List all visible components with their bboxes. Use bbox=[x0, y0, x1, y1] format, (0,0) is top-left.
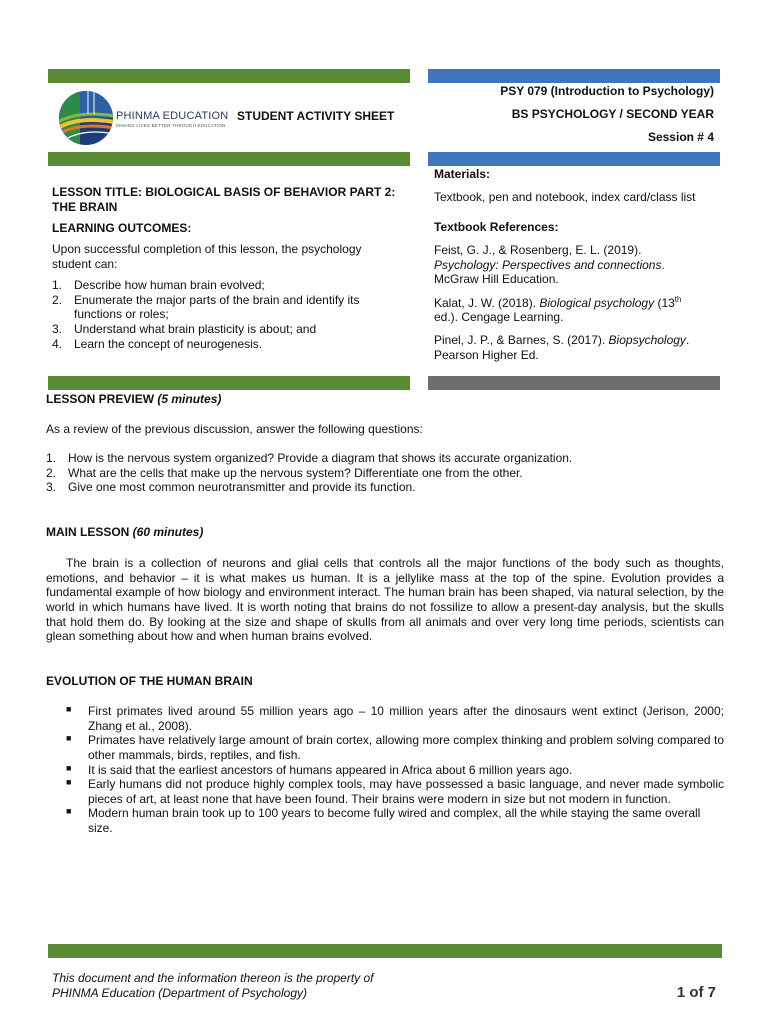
reference-3: Pinel, J. P., & Barnes, S. (2017). Biopsychology. Pearson Higher Ed. bbox=[434, 333, 690, 362]
phinma-logo bbox=[58, 88, 228, 148]
preview-questions bbox=[46, 451, 726, 495]
materials-heading: Materials: bbox=[434, 167, 491, 181]
outcomes-intro: Upon successful completion of this lesson, the psychology student can: bbox=[52, 241, 362, 271]
footer-note: This document and the information thereon is the property of PHINMA Education (Department of Psychology) bbox=[52, 971, 374, 1000]
list-item: 1. Describe how human brain evolved; bbox=[52, 278, 265, 293]
list-item: ■ It is said that the earliest ancestors of humans appeared in Africa about 6 million years ago. bbox=[66, 762, 573, 777]
logo-name: PHINMA EDUCATION bbox=[116, 110, 229, 122]
square-bullet-icon: ■ bbox=[66, 704, 72, 714]
page-number: 1 of 7 bbox=[676, 984, 716, 1001]
list-item: ■ Early humans did not produce highly complex tools, may have possessed a basic language, and never made symbolic pieces of art, at least none that have been found. Their brains were modern in size but not modern in function. bbox=[66, 777, 724, 806]
list-item: ■ Modern human brain took up to 100 years to become fully wired and complex, all the while staying the same overall size. bbox=[66, 806, 701, 835]
square-bullet-icon: ■ bbox=[66, 806, 72, 817]
header-mid-blue-bar bbox=[428, 152, 720, 166]
sheet-title: STUDENT ACTIVITY SHEET bbox=[237, 109, 395, 123]
references-heading: Textbook References: bbox=[434, 220, 559, 235]
list-item: 3. Give one most common neurotransmitter and provide its function. bbox=[46, 480, 416, 495]
lesson-title: LESSON TITLE: BIOLOGICAL BASIS OF BEHAVIOR PART 2: THE BRAIN bbox=[52, 185, 396, 214]
list-item: 2. Enumerate the major parts of the brain and identify its functions or roles; bbox=[52, 292, 360, 322]
outcomes-heading: LEARNING OUTCOMES: bbox=[52, 221, 192, 236]
list-item: 3. Understand what brain plasticity is about; and bbox=[52, 322, 317, 336]
list-item: ■ First primates lived around 55 million years ago – 10 million years after the dinosaurs went extinct (Jerison, 2000; Zhang et al., 2008). bbox=[66, 704, 724, 733]
course-title: PSY 079 (Introduction to Psychology) bbox=[500, 84, 714, 98]
header-top-green-bar bbox=[48, 69, 410, 83]
square-bullet-icon: ■ bbox=[66, 762, 72, 773]
section-green-bar bbox=[48, 376, 410, 390]
reference-2: Kalat, J. W. (2018). Biological psychology (13th ed.). Cengage Learning. bbox=[434, 294, 682, 325]
materials-block bbox=[434, 167, 724, 362]
program-year: BS PSYCHOLOGY / SECOND YEAR bbox=[511, 107, 714, 121]
phinma-logo-icon bbox=[58, 88, 114, 148]
logo-tagline: MAKING LIVES BETTER THROUGH EDUCATION bbox=[116, 123, 226, 128]
materials-text: Textbook, pen and notebook, index card/class list bbox=[434, 189, 696, 204]
evolution-heading: EVOLUTION OF THE HUMAN BRAIN bbox=[46, 674, 253, 688]
reference-1: Feist, G. J., & Rosenberg, E. L. (2019). Psychology: Perspectives and connections. McGraw Hill Education. bbox=[434, 242, 665, 287]
header-top-blue-bar bbox=[428, 69, 720, 83]
lesson-block bbox=[52, 185, 404, 351]
main-lesson-paragraph: The brain is a collection of neurons and glial cells that controls all the major functions of the body such as thoughts, emotions, and behavior – it is what makes us human. It is a jellylike mass at the top of the spine. Evolution provides a fundamental example of how biology and environment interact. The human brain has been shaped, via natural selection, by the world in which humans have lived. It is worth noting that brains do not fossilize to allow a present-day analysis, but the skulls that hold them do. By looking at the size and shape of skulls from all animals and over very long time periods, scientists can glean something about how and when human brains evolved. bbox=[46, 556, 724, 644]
session-number: Session # 4 bbox=[647, 130, 714, 144]
footer-green-bar bbox=[48, 944, 722, 958]
outcomes-list bbox=[52, 278, 404, 351]
header-mid-green-bar bbox=[48, 152, 410, 166]
main-lesson-heading: MAIN LESSON (60 minutes) bbox=[46, 525, 204, 539]
square-bullet-icon: ■ bbox=[66, 777, 72, 788]
list-item: ■ Primates have relatively large amount of brain cortex, allowing more complex thinking and problem solving compared to other mammals, birds, reptiles, and fish. bbox=[66, 733, 724, 762]
preview-heading: LESSON PREVIEW (5 minutes) bbox=[46, 392, 222, 406]
list-item: 1. How is the nervous system organized? Provide a diagram that shows its accurate organization. bbox=[46, 451, 573, 465]
preview-intro: As a review of the previous discussion, answer the following questions: bbox=[46, 422, 423, 436]
evolution-bullets bbox=[62, 704, 724, 836]
list-item: 2. What are the cells that make up the nervous system? Differentiate one from the other. bbox=[46, 465, 523, 480]
section-gray-bar bbox=[428, 376, 720, 390]
square-bullet-icon: ■ bbox=[66, 733, 72, 744]
list-item: 4. Learn the concept of neurogenesis. bbox=[52, 336, 263, 351]
